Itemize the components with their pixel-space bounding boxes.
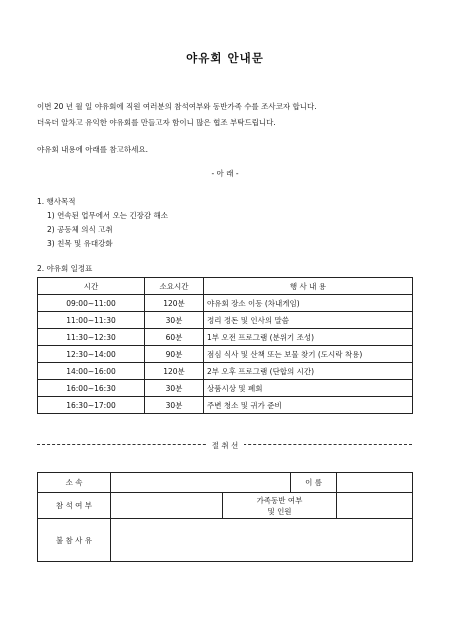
- activity-cell: 점심 식사 및 산책 또는 보물 찾기 (도시락 착용): [204, 346, 413, 363]
- duration-cell: 30분: [145, 380, 204, 397]
- family-input-cell[interactable]: [337, 493, 413, 519]
- dept-input-cell[interactable]: [111, 473, 291, 493]
- duration-cell: 120분: [145, 363, 204, 380]
- dept-label: 소 속: [38, 473, 111, 493]
- family-label: [223, 493, 337, 519]
- time-cell: 11:00~11:30: [38, 312, 145, 329]
- purpose-item: 3) 친목 및 유대강화: [47, 239, 113, 248]
- note-heading: - 아 래 -: [211, 169, 239, 178]
- activity-cell: 상품시상 및 폐회: [204, 380, 413, 397]
- activity-cell: 주변 청소 및 귀가 준비: [204, 397, 413, 414]
- schedule-table: [37, 277, 413, 414]
- table-row: [38, 312, 413, 329]
- table-row: [38, 346, 413, 363]
- intro-line-1: 이번 20 년 월 일 야유회에 직원 여러분의 참석여부와 동반가족 수를 조사코자 합니다.: [37, 102, 317, 111]
- attend-label: 참 석 여 부: [38, 493, 111, 519]
- attend-input-cell[interactable]: [111, 493, 223, 519]
- time-cell: 12:30~14:00: [38, 346, 145, 363]
- duration-cell: 60분: [145, 329, 204, 346]
- column-header-activity: 행 사 내 용: [204, 278, 413, 295]
- response-form: [37, 472, 413, 562]
- activity-cell: 야유회 장소 이동 (차내게임): [204, 295, 413, 312]
- family-label-line-1: 가족동반 여부: [256, 495, 303, 505]
- table-row: [38, 329, 413, 346]
- name-label: 이 름: [291, 473, 337, 493]
- time-cell: 14:00~16:00: [38, 363, 145, 380]
- purpose-item: 1) 연속된 업무에서 오는 긴장감 해소: [47, 211, 169, 220]
- section-schedule-heading: 2. 야유회 일정표: [37, 264, 93, 273]
- table-row: [38, 363, 413, 380]
- time-cell: 16:30~17:00: [38, 397, 145, 414]
- family-label-line-2: 및 인원: [267, 506, 292, 516]
- intro-line-2: 더욱더 알차고 유익한 야유회를 만들고자 함이니 많은 협조 부탁드립니다.: [37, 118, 276, 127]
- column-header-duration: 소요시간: [145, 278, 204, 295]
- absent-label: 불 참 사 유: [38, 519, 111, 562]
- cut-line-label: 절 취 선: [206, 441, 245, 450]
- time-cell: 16:00~16:30: [38, 380, 145, 397]
- activity-cell: 정리 정돈 및 인사의 말씀: [204, 312, 413, 329]
- reference-text: 야유회 내용에 아래를 참고하세요.: [37, 145, 148, 154]
- table-header-row: [38, 278, 413, 295]
- duration-cell: 30분: [145, 312, 204, 329]
- activity-cell: 1부 오전 프로그램 (분위기 조성): [204, 329, 413, 346]
- duration-cell: 90분: [145, 346, 204, 363]
- form-row-absent: [38, 519, 413, 562]
- absent-input-cell[interactable]: [111, 519, 413, 562]
- duration-cell: 30분: [145, 397, 204, 414]
- duration-cell: 120분: [145, 295, 204, 312]
- name-input-cell[interactable]: [337, 473, 413, 493]
- cut-line-label-wrap: [0, 440, 450, 451]
- table-row: [38, 380, 413, 397]
- purpose-item: 2) 공동체 의식 고취: [47, 225, 113, 234]
- time-cell: 11:30~12:30: [38, 329, 145, 346]
- form-row-dept: [38, 473, 413, 493]
- page-title: 야유회 안내문: [186, 51, 264, 65]
- time-cell: 09:00~11:00: [38, 295, 145, 312]
- table-row: [38, 397, 413, 414]
- table-row: [38, 295, 413, 312]
- column-header-time: 시간: [38, 278, 145, 295]
- section-purpose-heading: 1. 행사목적: [37, 197, 76, 206]
- activity-cell: 2부 오후 프로그램 (단합의 시간): [204, 363, 413, 380]
- form-row-attend: [38, 493, 413, 519]
